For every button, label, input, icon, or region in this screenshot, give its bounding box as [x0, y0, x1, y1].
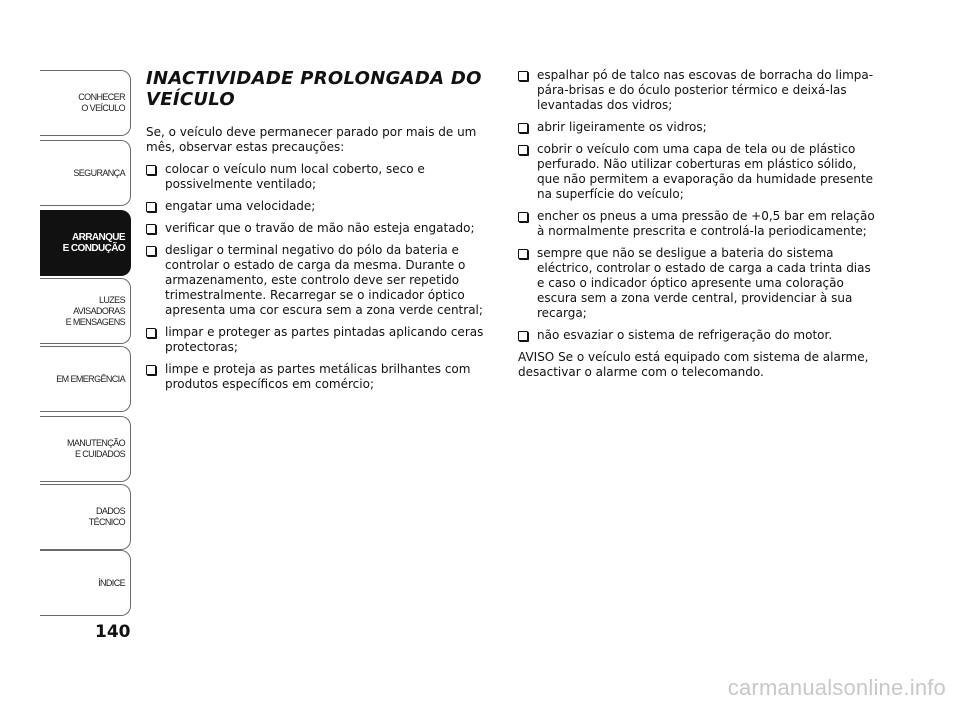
tab-indice[interactable]	[40, 550, 131, 616]
tab-arranque-e-conducao[interactable]	[40, 210, 131, 276]
list-item: encher os pneus a uma pressão de +0,5 bar em relação à normalmente prescrita e controlá-la periodicamente;	[518, 209, 880, 239]
tab-dados-tecnico[interactable]	[40, 484, 131, 550]
precautions-list-continued	[518, 68, 880, 343]
right-column	[518, 68, 880, 387]
tab-luzes-avisadoras[interactable]	[40, 278, 131, 344]
list-item: desligar o terminal negativo do pólo da bateria e controlar o estado de carga da mesma. Durante o armazenamento, este controlo deve ser repetido trimestralmente. Recarregar se o indicador óptico apresenta uma cor escura sem a zona verde central;	[146, 243, 502, 318]
list-item: abrir ligeiramente os vidros;	[518, 120, 880, 135]
list-item: limpe e proteja as partes metálicas brilhantes com produtos específicos em comércio;	[146, 362, 502, 392]
tab-label: SEGURANÇA	[73, 167, 125, 178]
tab-label: MANUTENÇÃO E CUIDADOS	[66, 438, 125, 459]
warning-note: AVISO Se o veículo está equipado com sistema de alarme, desactivar o alarme com o telecomando.	[518, 350, 869, 379]
tab-manutencao-e-cuidados[interactable]	[40, 416, 131, 482]
list-item: limpar e proteger as partes pintadas aplicando ceras protectoras;	[146, 325, 502, 355]
tab-conhecer-o-veiculo[interactable]	[40, 70, 131, 136]
list-item: sempre que não se desligue a bateria do sistema eléctrico, controlar o estado de carga a cada trinta dias e caso o indicador óptico apresente uma coloração escura sem a zona verde central, providenciar à sua recarga;	[518, 246, 880, 321]
list-item: verificar que o travão de mão não esteja engatado;	[146, 221, 502, 236]
section-title: INACTIVIDADE PROLONGADA DO VEÍCULO	[146, 68, 482, 110]
list-item: engatar uma velocidade;	[146, 199, 502, 214]
tab-em-emergencia[interactable]	[40, 346, 131, 412]
tab-label: ARRANQUE E CONDUÇÃO	[62, 232, 125, 254]
tab-label: LUZES AVISADORAS E MENSAGENS	[65, 294, 125, 327]
page-number: 140	[95, 622, 131, 642]
list-item: colocar o veículo num local coberto, seco e possivelmente ventilado;	[146, 162, 502, 192]
tab-label: EM EMERGÊNCIA	[56, 373, 125, 384]
intro-paragraph: Se, o veículo deve permanecer parado por mais de um mês, observar estas precauções:	[146, 125, 477, 154]
left-column	[146, 68, 502, 399]
tab-seguranca[interactable]	[40, 140, 131, 206]
list-item: cobrir o veículo com uma capa de tela ou de plástico perfurado. Não utilizar coberturas em plástico sólido, que não permitem a evaporação da humidade presente na superfície do veículo;	[518, 142, 880, 202]
watermark: carmanualsonline.info	[727, 675, 946, 700]
tab-label: DADOS TÉCNICO	[88, 506, 125, 527]
precautions-list	[146, 162, 502, 392]
tab-label: ÍNDICE	[98, 577, 125, 588]
list-item: não esvaziar o sistema de refrigeração do motor.	[518, 328, 880, 343]
tab-label: CONHECER O VEÍCULO	[78, 92, 125, 113]
list-item: espalhar pó de talco nas escovas de borracha do limpa-pára-brisas e do óculo posterior térmico e deixá-las levantadas dos vidros;	[518, 68, 880, 113]
